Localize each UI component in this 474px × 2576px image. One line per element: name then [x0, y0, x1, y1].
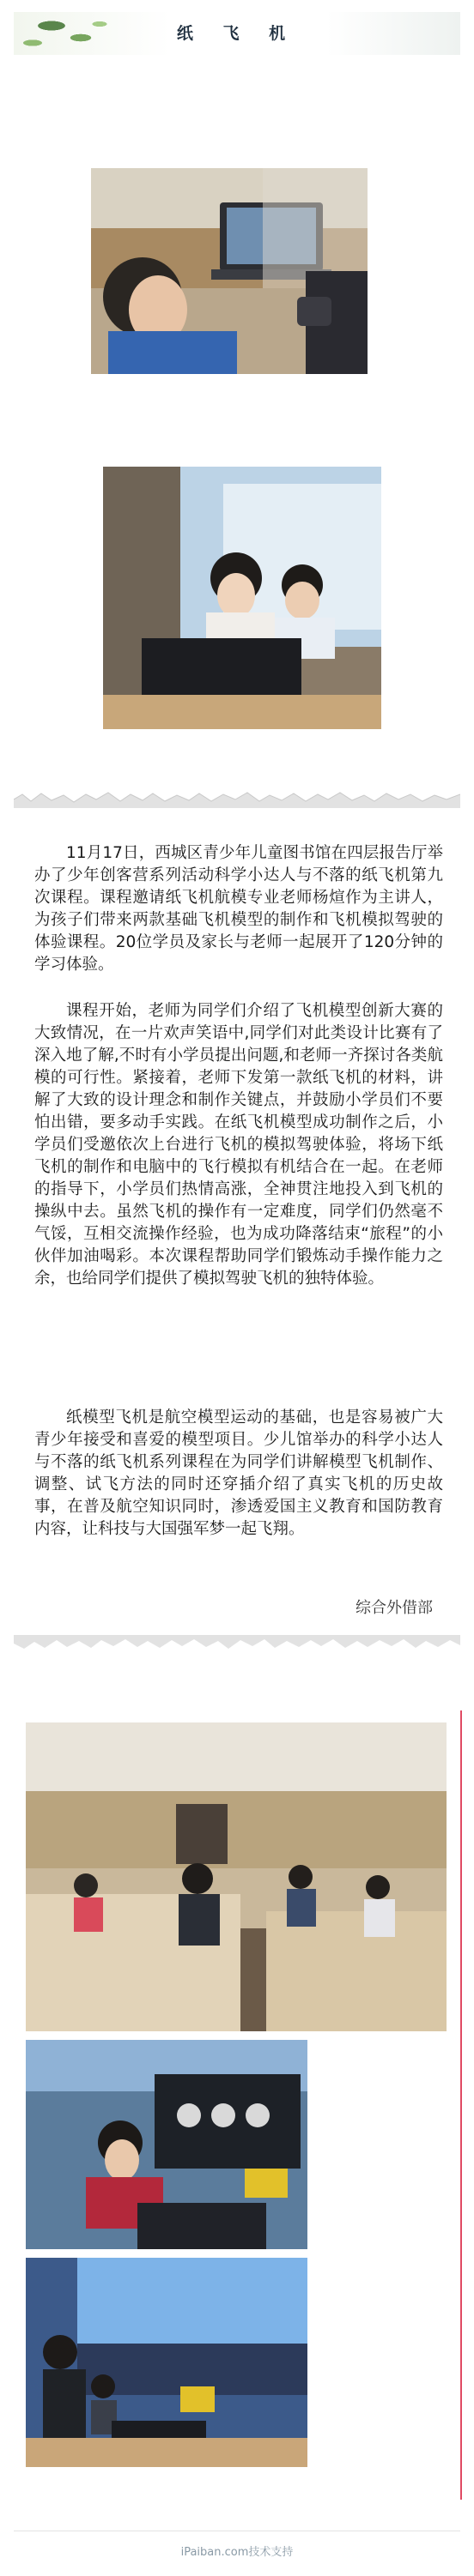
header-banner: [14, 12, 460, 55]
footer-credit: iPaiban.com技术支持: [180, 2546, 294, 2559]
article-paragraph-2: 课程开始，老师为同学们介绍了飞机模型创新大赛的大致情况，在一片欢声笑语中,同学们对此类设计比赛有了深入地了解,不时有小学员提出问题,和老师一齐探讨各类航模的可行性。紧接着，老师下发第一款纸飞机的材料，讲解了大致的设计理念和制作关键点，并鼓励小学员们不要怕出错，要多动手实践。在纸飞机模型成功制作之后，小学员们受邀依次上台进行飞机的模拟驾驶体验，将场下纸飞机的制作和电脑中的飞行模拟有机结合在一起。在老师的指导下，小学员们热情高涨，全神贯注地投入到飞机的操纵中去。虽然飞机的操作有一定难度，同学们仍然毫不气馁，互相交流操作经验，也为成功降落结束“旅程”的小伙伴加油喝彩。本次课程帮助同学们锻炼动手操作能力之余，也给同学们提供了模拟驾驶飞机的独特体验。: [34, 1002, 443, 1288]
paper-tear-divider: [14, 1635, 460, 1654]
photo-instructor-demo: [26, 2258, 307, 2467]
photo-boy-at-laptop: [91, 168, 368, 374]
paper-tear-divider: [14, 789, 460, 808]
page-title: 纸 飞 机: [176, 24, 298, 43]
photo-children-flight-sim: [103, 467, 381, 729]
article-paragraph-1: 11月17日，西城区青少年儿童图书馆在四层报告厅举办了少年创客营系列活动科学小达人与不落的纸飞机第九次课程。课程邀请纸飞机航模专业老师杨煊作为主讲人，为孩子们带来两款基础飞机模型的制作和飞机模拟驾驶的体验课程。20位学员及家长与老师一起展开了120分钟的学习体验。: [34, 844, 443, 974]
photo-classroom: [26, 1722, 447, 2031]
signature: 综合外借部: [356, 1599, 433, 1617]
article-paragraph-3: 纸模型飞机是航空模型运动的基础，也是容易被广大青少年接受和喜爱的模型项目。少儿馆举办的科学小达人与不落的纸飞机系列课程在为同学们讲解模型飞机制作、调整、试飞方法的同时还穿插介绍了真实飞机的历史故事，在普及航空知识同时，渗透爱国主义教育和国防教育内容，让科技与大国强军梦一起飞翔。: [34, 1409, 443, 1538]
photo-boy-cockpit-sim: [26, 2040, 307, 2249]
